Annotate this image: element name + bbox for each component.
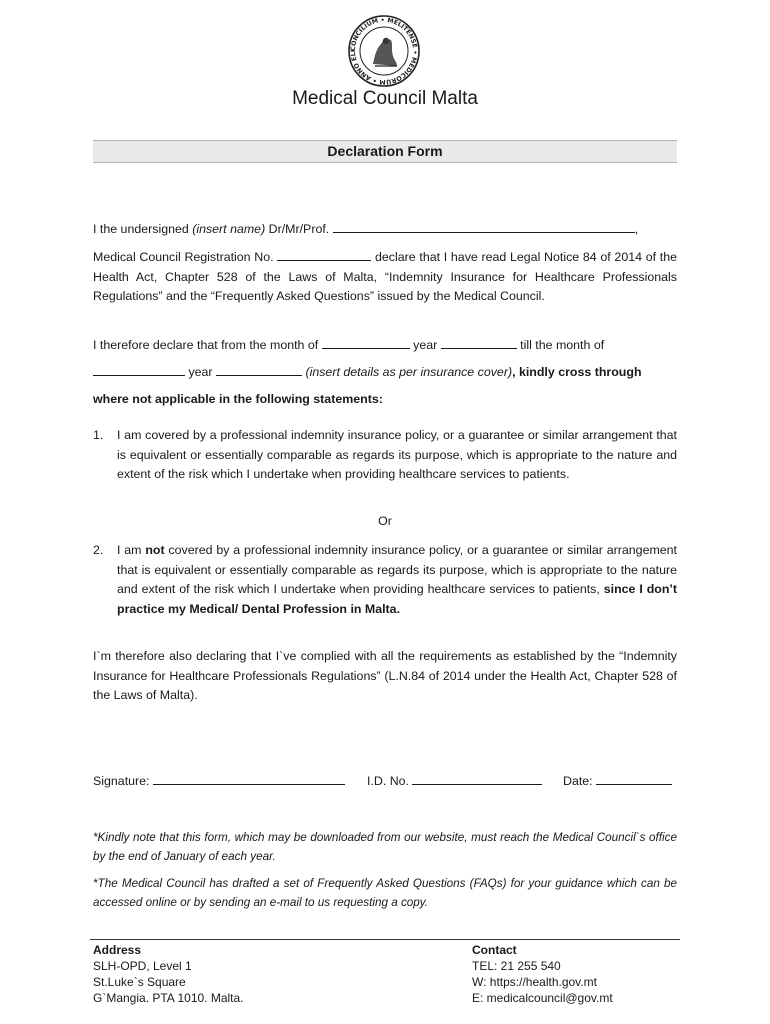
address-block bbox=[93, 942, 393, 1006]
signature-field[interactable] bbox=[153, 772, 345, 785]
contact-website-link[interactable]: W: https://health.gov.mt bbox=[472, 975, 597, 989]
from-month-field[interactable] bbox=[322, 336, 410, 349]
address-line-3: G`Mangia. PTA 1010. Malta. bbox=[93, 991, 244, 1005]
address-heading: Address bbox=[93, 943, 142, 957]
statement-1-text[interactable]: I am covered by a professional indemnity insurance policy, or a guarantee or similar arrangement that is equivalent or essentially comparable as regards its purpose, which is appropriate to the nature and extent of the risk which I undertake when providing healthcare services to patients. bbox=[117, 428, 677, 481]
id-number-field[interactable] bbox=[412, 772, 542, 785]
statement-1-number: 1. bbox=[93, 428, 104, 442]
line-end: , bbox=[634, 222, 639, 236]
registration-number-field[interactable] bbox=[277, 248, 371, 261]
insurance-cover-hint: (insert details as per insurance cover) bbox=[305, 365, 513, 379]
address-line-1: SLH-OPD, Level 1 bbox=[93, 959, 192, 973]
id-row bbox=[367, 772, 542, 792]
period-till-label: till the month of bbox=[520, 338, 605, 352]
statement-2-text[interactable] bbox=[117, 541, 677, 619]
from-year-label: year bbox=[413, 338, 438, 352]
statement-2-reason: since I don’t practice my Medical/ Dental Profession in Malta. bbox=[117, 582, 677, 616]
period-line-3 bbox=[93, 390, 677, 410]
statement-2-body: covered by a professional indemnity insurance policy, or a guarantee or similar arrangement that is equivalent or essentially comparable as regards its purpose, which is appropriate to the nature and extent of the risk which I undertake when providing healthcare services to patients, bbox=[117, 543, 678, 596]
council-seal bbox=[347, 14, 421, 88]
insert-name-hint: (insert name) bbox=[192, 222, 266, 236]
cross-through-instruction: , kindly cross through bbox=[512, 365, 642, 379]
date-field[interactable] bbox=[596, 772, 672, 785]
applicable-statements-instruction: where not applicable in the following statements: bbox=[93, 392, 383, 406]
till-month-field[interactable] bbox=[93, 363, 185, 376]
from-year-field[interactable] bbox=[441, 336, 517, 349]
compliance-paragraph: I`m therefore also declaring that I`ve complied with all the requirements as established by the “Indemnity Insurance for Healthcare Professionals Regulations” (L.N.84 of 2014 under the Health Act, Chapter 528 of the Laws of Malta). bbox=[93, 649, 677, 702]
contact-email-link[interactable]: E: medicalcouncil@gov.mt bbox=[472, 991, 613, 1005]
period-line-1 bbox=[93, 336, 677, 356]
signature-row bbox=[93, 772, 345, 792]
form-title-bar bbox=[93, 140, 677, 163]
title-options: Dr/Mr/Prof. bbox=[265, 222, 330, 236]
registration-declaration-text: declare that I have read Legal Notice 84 of 2014 of the Health Act, Chapter 528 of the Laws of Malta, “Indemnity Insurance for Healthcare Professionals Regulations” and the “Frequently Asked Questions” issued by the Medical Council. bbox=[93, 250, 677, 303]
registration-paragraph bbox=[93, 248, 677, 307]
id-label: I.D. No. bbox=[367, 774, 409, 788]
contact-heading: Contact bbox=[472, 943, 517, 957]
period-line-2 bbox=[93, 363, 677, 383]
till-year-field[interactable] bbox=[216, 363, 302, 376]
address-line-2: St.Luke`s Square bbox=[93, 975, 186, 989]
page-title: Medical Council Malta bbox=[292, 88, 478, 109]
date-label: Date: bbox=[563, 774, 593, 788]
undersigned-prefix: I the undersigned bbox=[93, 222, 193, 236]
signature-label: Signature: bbox=[93, 774, 150, 788]
undersigned-line bbox=[93, 220, 677, 240]
contact-phone: TEL: 21 255 540 bbox=[472, 959, 561, 973]
name-field[interactable] bbox=[333, 220, 635, 233]
statement-2-not: not bbox=[145, 543, 165, 557]
statement-2-number: 2. bbox=[93, 543, 104, 557]
date-row bbox=[563, 772, 672, 792]
footer-divider bbox=[90, 939, 680, 940]
period-from-label: I therefore declare that from the month of bbox=[93, 338, 319, 352]
deadline-note: *Kindly note that this form, which may be downloaded from our website, must reach the Medical Council`s office by the end of January of each year. bbox=[93, 831, 677, 863]
statement-2-pre: I am bbox=[117, 543, 146, 557]
faq-note: *The Medical Council has drafted a set of Frequently Asked Questions (FAQs) for your guidance which can be accessed online or by sending an e-mail to us requesting a copy. bbox=[93, 877, 677, 909]
contact-block bbox=[472, 942, 672, 1006]
form-title: Declaration Form bbox=[327, 143, 443, 159]
seal-text: CONCILIUM • MELITENSE • MEDICORUM • ANNO ELI bbox=[349, 16, 419, 86]
or-separator: Or bbox=[378, 514, 392, 528]
registration-label: Medical Council Registration No. bbox=[93, 250, 274, 264]
till-year-label: year bbox=[188, 365, 213, 379]
